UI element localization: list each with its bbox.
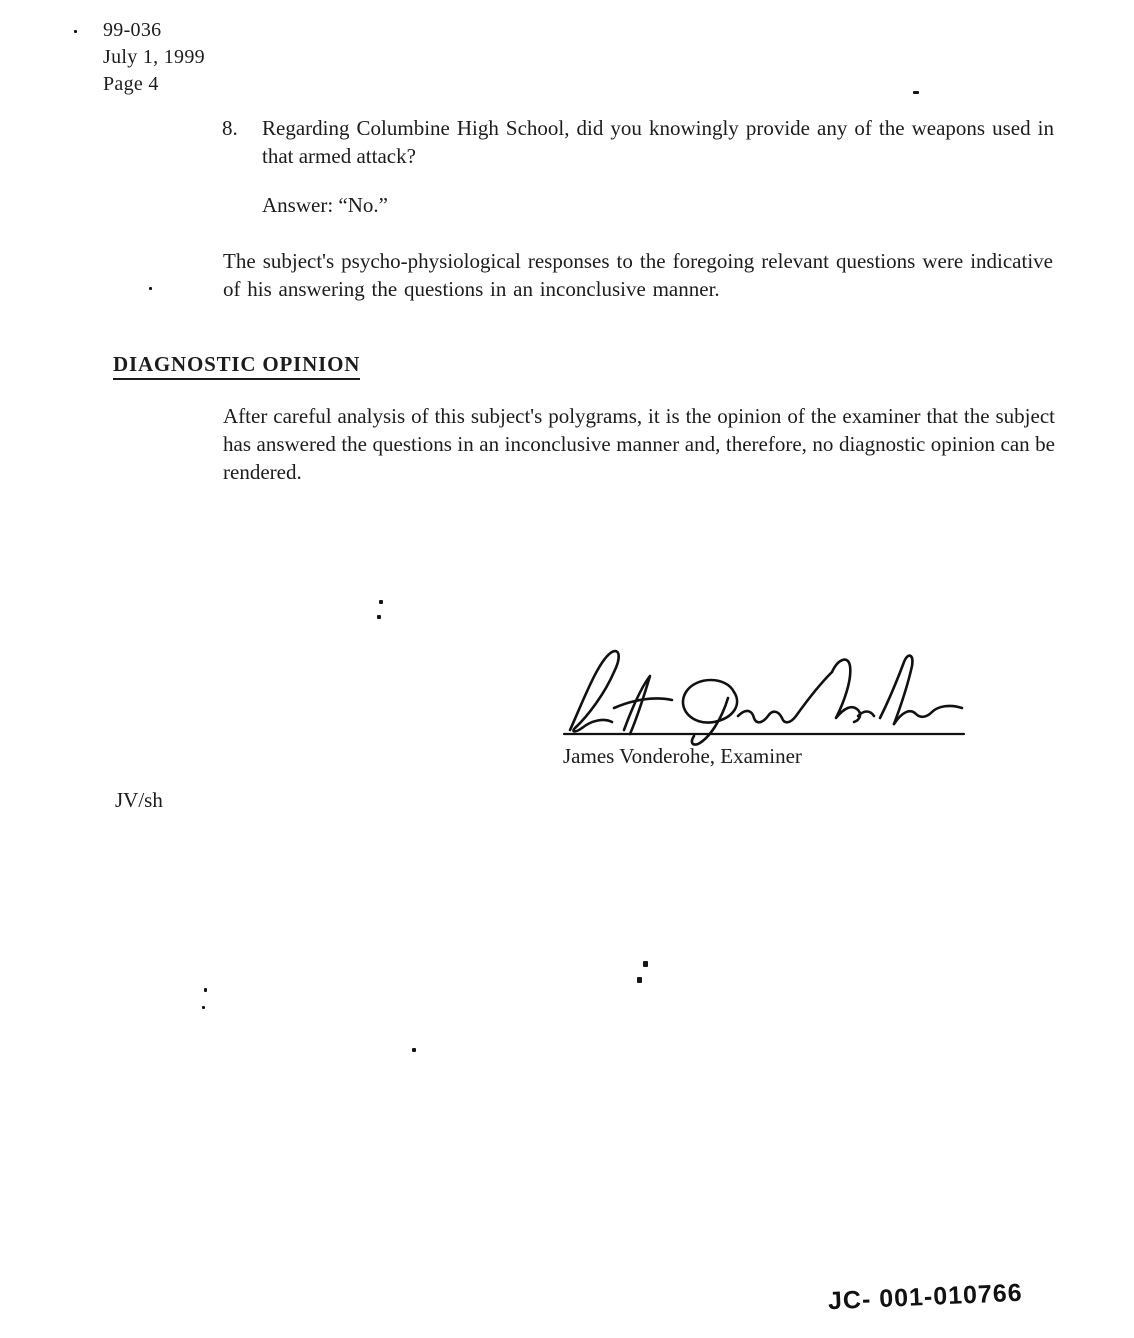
signature-image xyxy=(558,646,970,748)
question-text: Regarding Columbine High School, did you knowingly provide any of the weapons used in that armed attack? xyxy=(262,116,1054,168)
scan-speck xyxy=(643,961,648,967)
scan-speck xyxy=(412,1048,416,1052)
result-paragraph: The subject's psycho-physiological responses to the foregoing relevant questions were indicative of his answering the questions in an inconclusive manner. xyxy=(223,249,1053,301)
answer-line: Answer: “No.” xyxy=(262,193,388,217)
scan-speck xyxy=(74,30,77,33)
doc-number: 99-036 xyxy=(103,19,162,41)
bates-number: JC- 001-010766 xyxy=(827,1278,1024,1316)
question-item xyxy=(222,114,1054,170)
diagnostic-opinion-paragraph: After careful analysis of this subject's polygrams, it is the opinion of the examiner that the subject has answered the questions in an inconclusive manner and, therefore, no diagnostic opinion can be rendered. xyxy=(223,404,1055,484)
scan-speck xyxy=(637,977,642,983)
page-number: Page 4 xyxy=(103,73,159,95)
scan-speck xyxy=(377,615,381,619)
scan-speck xyxy=(149,287,152,290)
header-block xyxy=(103,17,205,98)
scan-speck xyxy=(204,988,207,992)
signature-svg xyxy=(558,646,970,748)
scan-speck xyxy=(913,91,919,94)
diagnostic-opinion-heading: DIAGNOSTIC OPINION xyxy=(113,352,360,380)
typist-initials: JV/sh xyxy=(115,788,163,812)
doc-date: July 1, 1999 xyxy=(103,46,205,68)
signer-name-line: James Vonderohe, Examiner xyxy=(563,744,802,768)
scan-speck xyxy=(379,600,383,604)
question-number: 8. xyxy=(222,116,238,140)
scan-speck xyxy=(202,1006,205,1009)
